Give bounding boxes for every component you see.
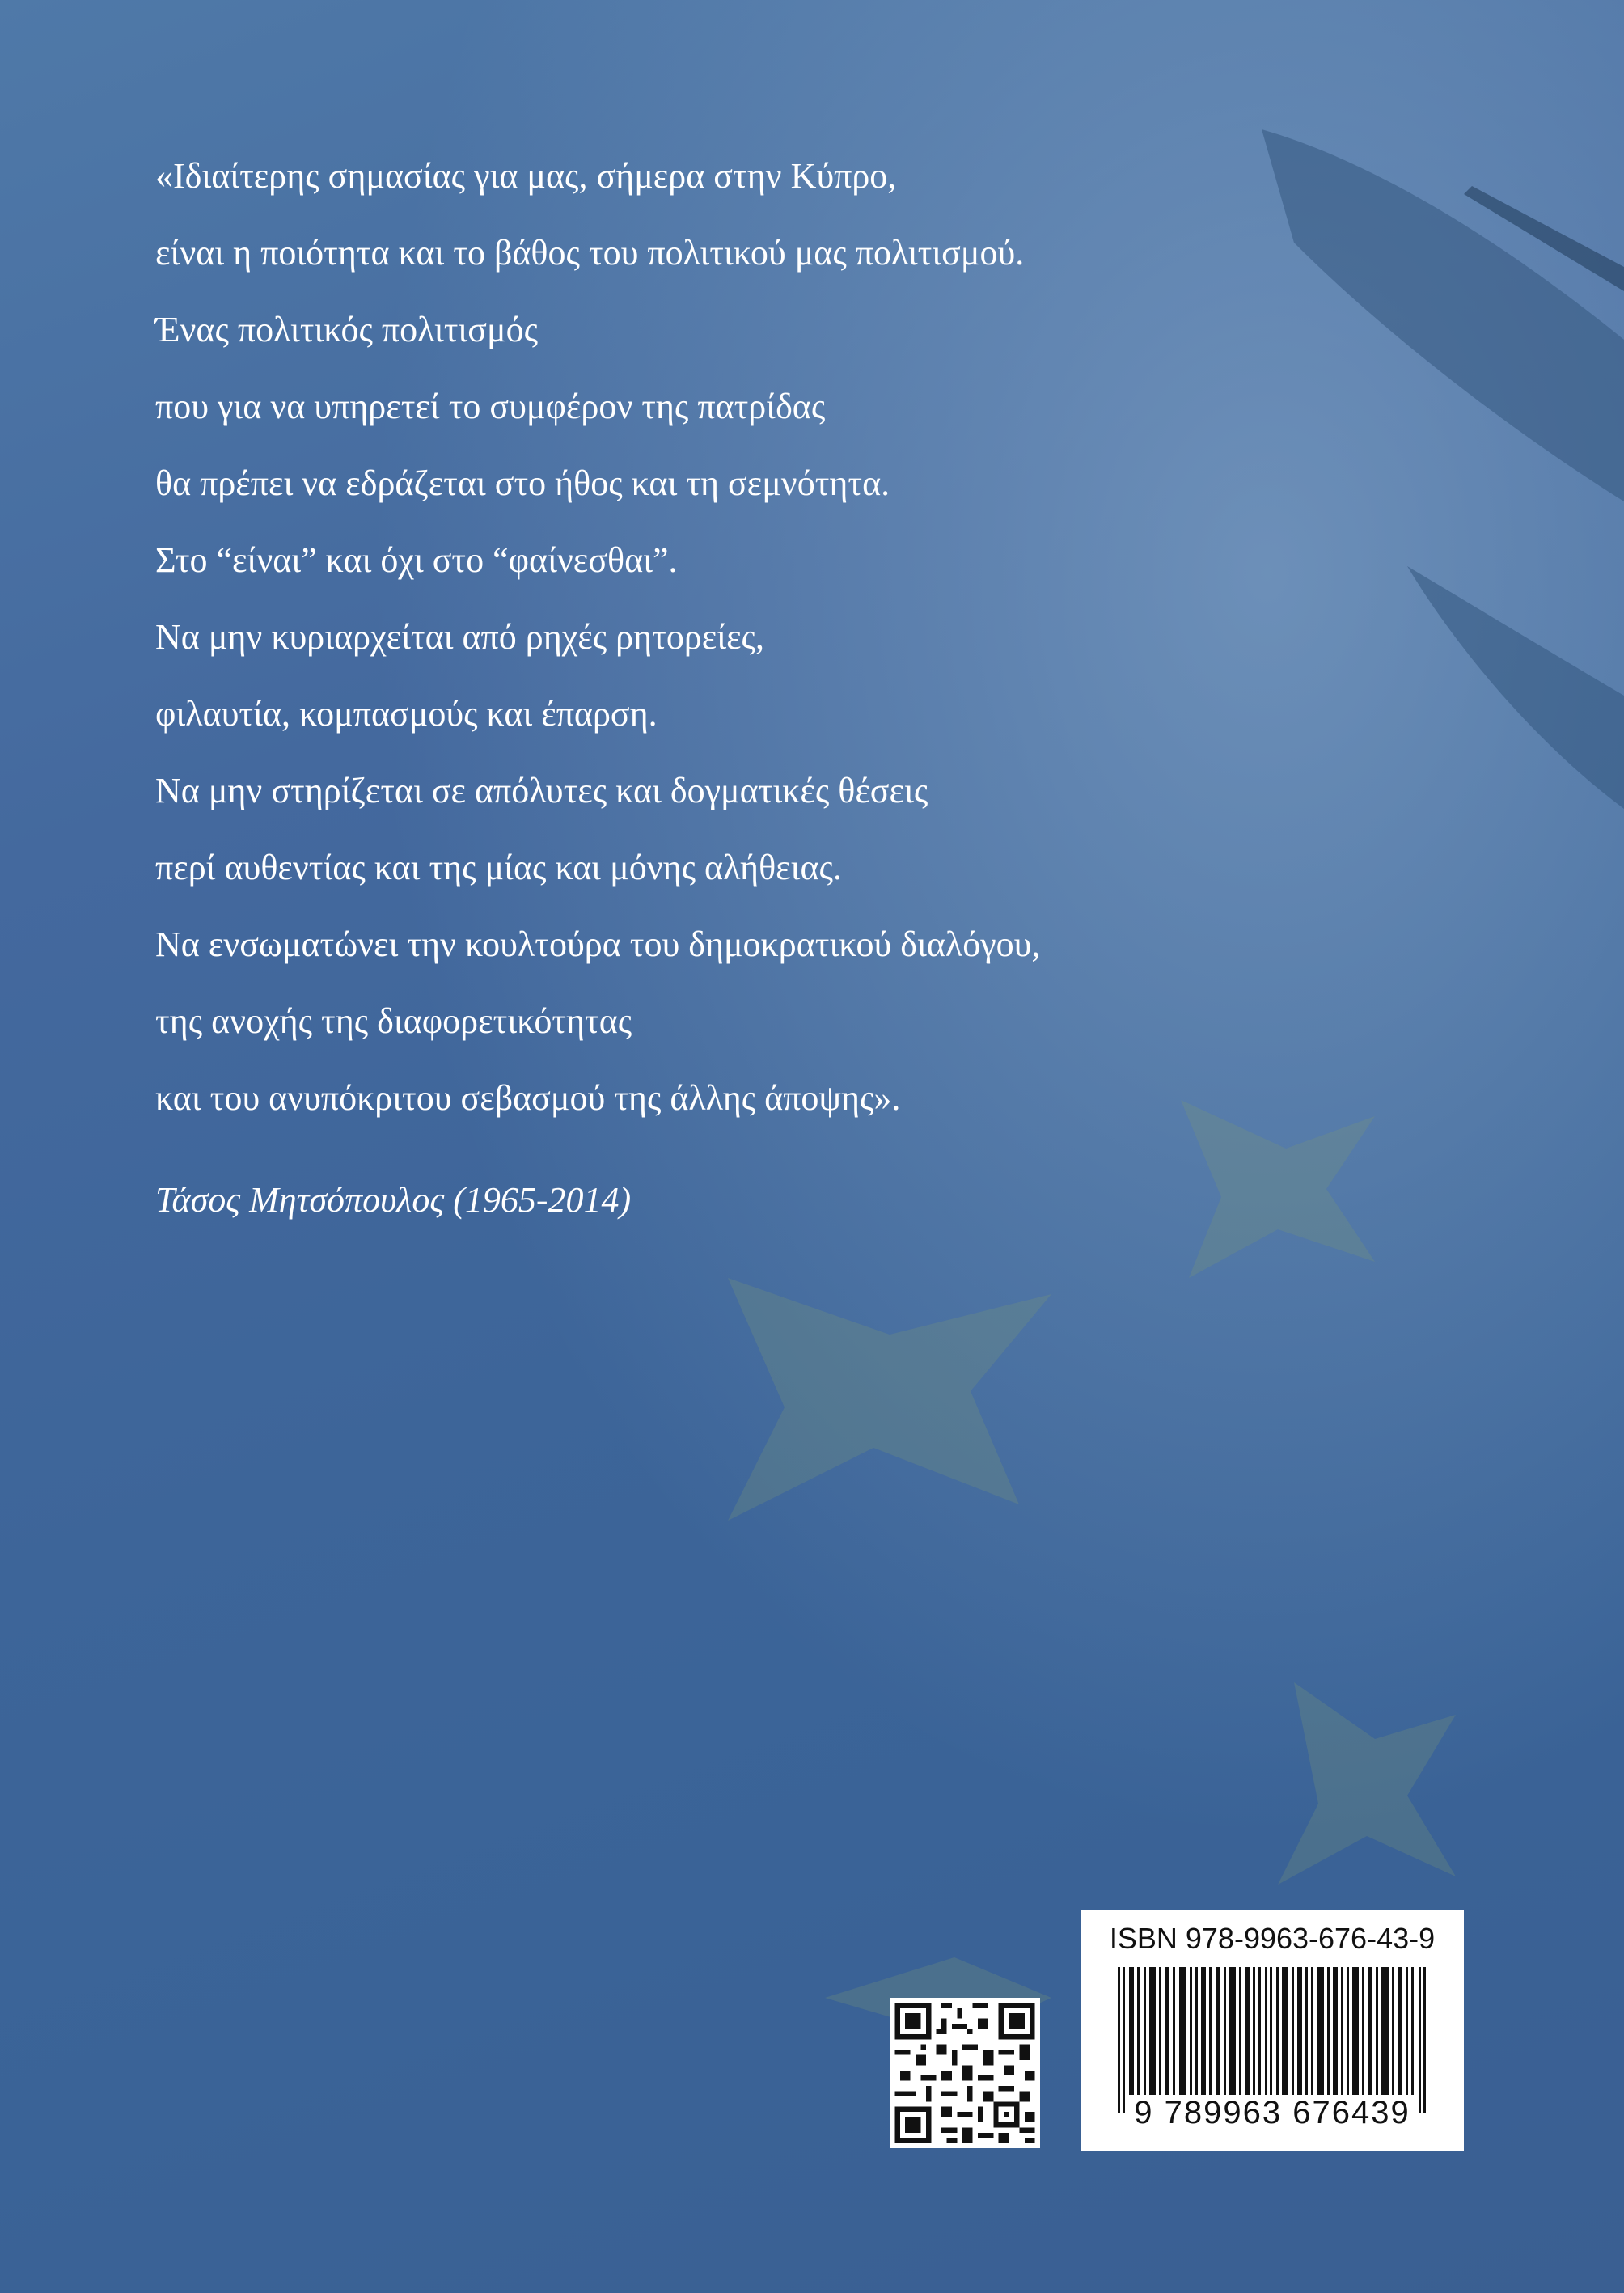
quote-line: φιλαυτία, κομπασμούς και έπαρση. (155, 694, 658, 734)
quote-line: Να ενσωματώνει την κουλτούρα του δημοκρατικού διαλόγου, (155, 924, 1041, 964)
isbn-label: ISBN 978-9963-676-43-9 (1109, 1922, 1436, 1955)
quote-line: και του ανυπόκριτου σεβασμού της άλλης άποψης». (155, 1078, 901, 1118)
quote-line: περί αυθεντίας και της μίας και μόνης αλήθειας. (155, 848, 842, 887)
quote-line: Ένας πολιτικός πολιτισμός (155, 310, 538, 349)
barcode-bars (1103, 1967, 1444, 2113)
quote-line: Στο “είναι” και όχι στο “φαίνεσθαι”. (155, 540, 678, 580)
isbn-digits-text: 9 789963 676439 (1131, 2095, 1413, 2130)
qr-code-icon[interactable] (890, 1998, 1040, 2148)
quote-line: Να μην κυριαρχείται από ρηχές ρητορείες, (155, 617, 764, 657)
isbn-digits (1081, 2095, 1464, 2131)
quote-block (155, 137, 1336, 1136)
quote-line: θα πρέπει να εδράζεται στο ήθος και τη σεμνότητα. (155, 463, 890, 503)
quote-line: «Ιδιαίτερης σημασίας για μας, σήμερα στην Κύπρο, (155, 156, 897, 196)
quote-author: Τάσος Μητσόπουλος (1965-2014) (155, 1180, 632, 1220)
isbn-barcode (1081, 1910, 1464, 2151)
quote-line: της ανοχής της διαφορετικότητας (155, 1001, 632, 1041)
quote-line: είναι η ποιότητα και το βάθος του πολιτικού μας πολιτισμού. (155, 233, 1025, 273)
quote-line: Να μην στηρίζεται σε απόλυτες και δογματικές θέσεις (155, 771, 928, 810)
quote-line: που για να υπηρετεί το συμφέρον της πατρίδας (155, 387, 826, 426)
